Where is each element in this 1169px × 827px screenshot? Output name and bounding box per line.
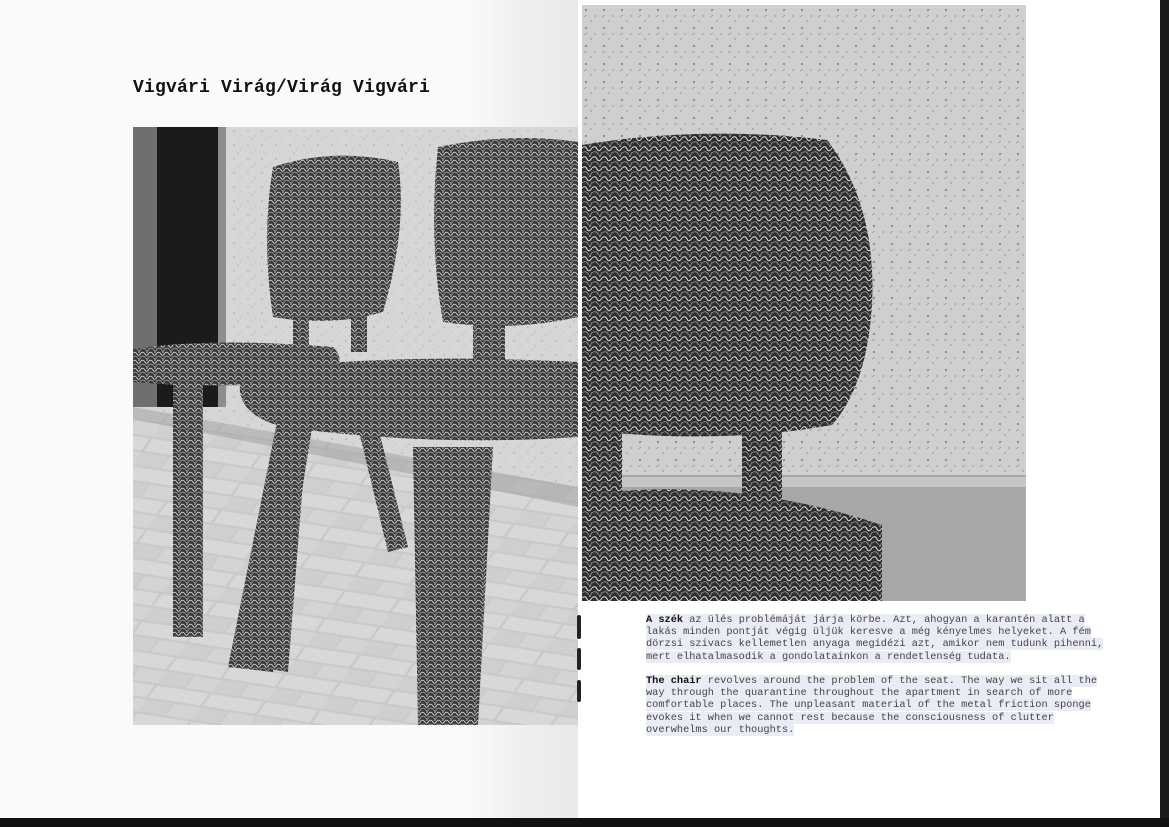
photo-two-chairs [133, 127, 578, 725]
photo-chair-closeup [582, 5, 1026, 601]
binding-mark [577, 615, 581, 639]
two-chairs-image [133, 127, 578, 725]
body-hungarian: az ülés problémáját járja körbe. Azt, ahogyan a karantén alatt a lakás minden pontját végig üljük keresve a még kényelmes helyeket. A fém dörzsi szivacs kellemetlen anyaga megidézi azt, amikor nem tudunk pihenni, mert elhatalmasodik a gondolatainkon a rendetlenség tudata. [646, 614, 1104, 663]
description-english [646, 675, 1108, 736]
chair-closeup-image [582, 5, 1026, 601]
scan-bottom-edge [0, 818, 1169, 827]
page-title: Vigvári Virág/Virág Vigvári [133, 78, 431, 98]
description-hungarian [646, 614, 1108, 663]
binding-mark [577, 680, 581, 702]
body-english: revolves around the problem of the seat. The way we sit all the way through the quarantine throughout the apartment in search of more comfortable places. The unpleasant material of the metal friction sponge evokes it when we cannot rest because the consciousness of clutter overwhelms our thoughts. [646, 675, 1098, 736]
binding-mark [577, 648, 581, 670]
lead-term-hungarian: A szék [646, 614, 684, 626]
lead-term-english: The chair [646, 675, 702, 687]
page-edge [1160, 0, 1169, 818]
